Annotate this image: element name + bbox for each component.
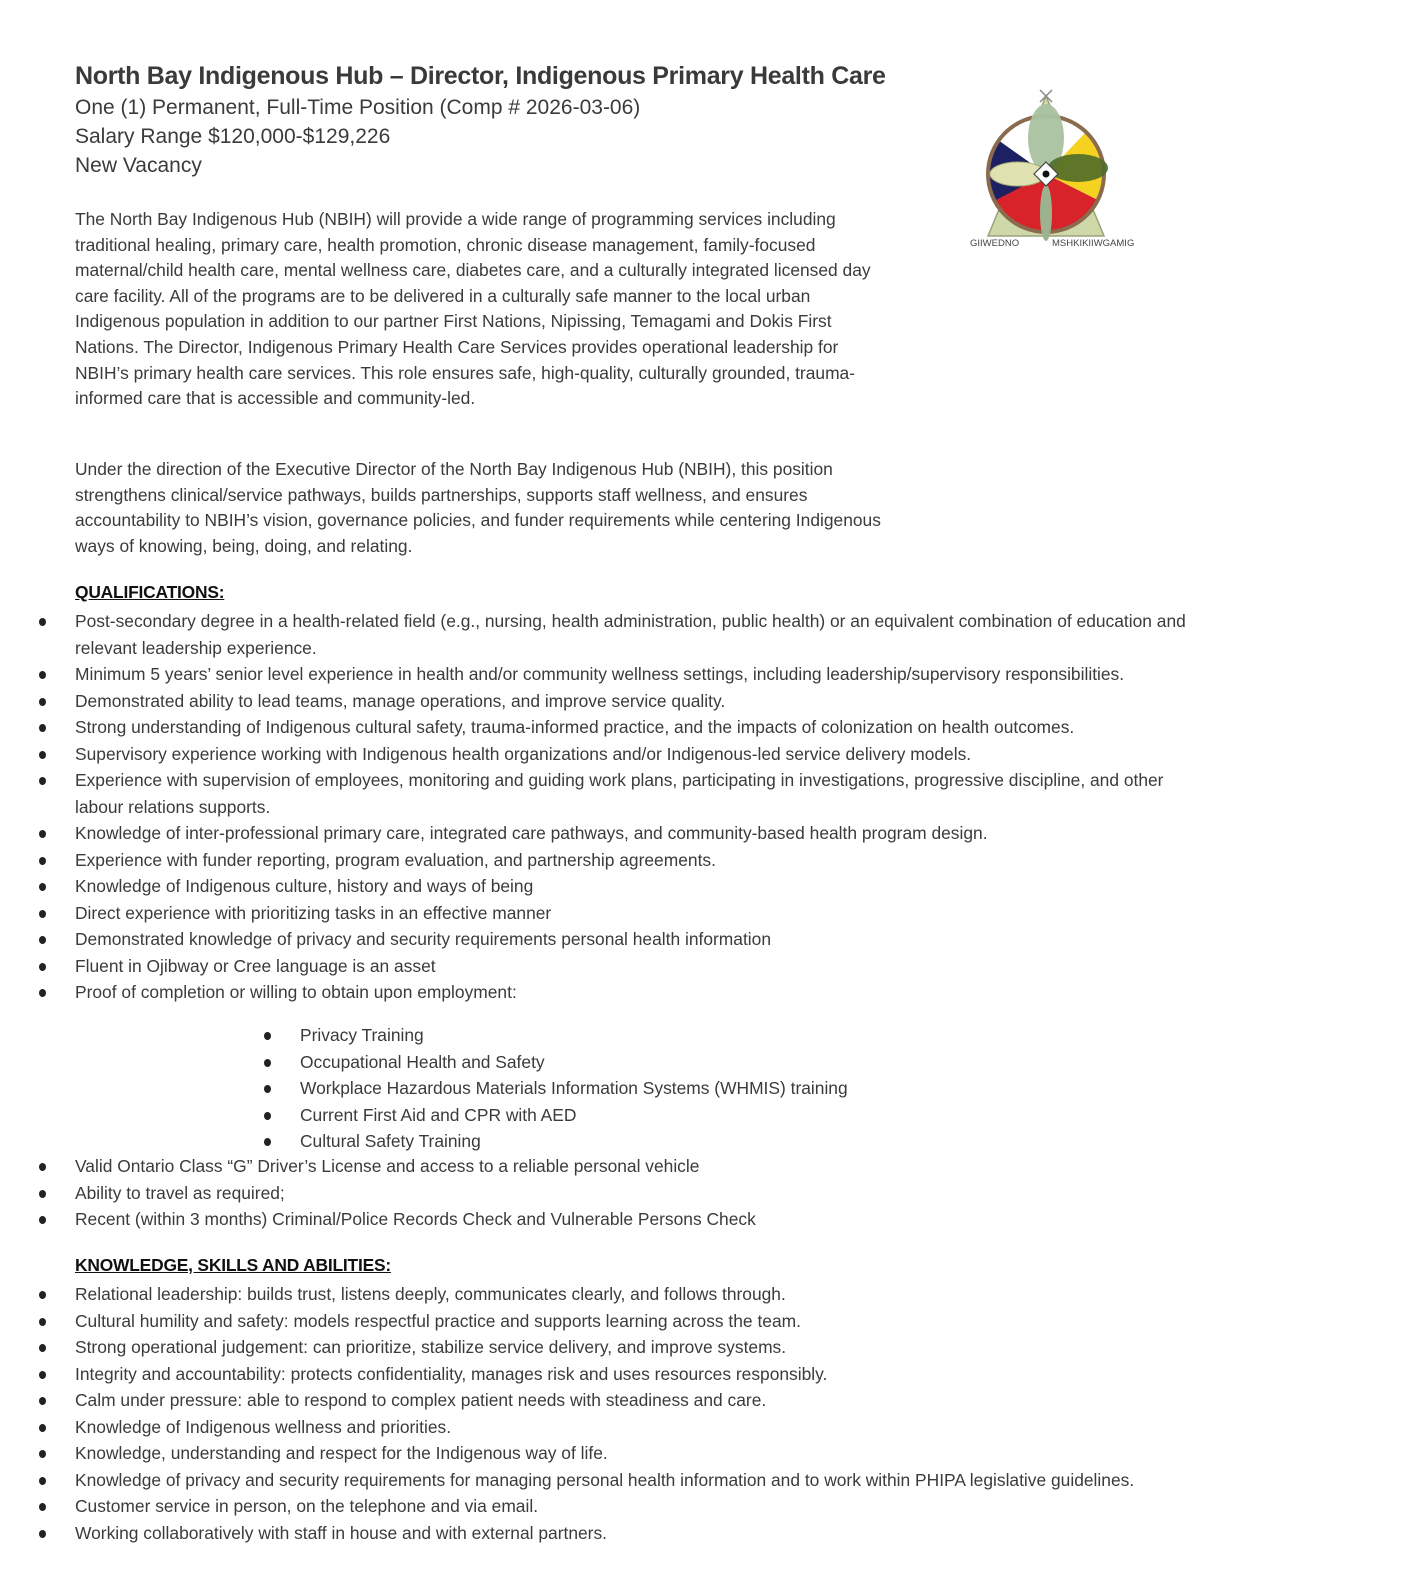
bullet-icon: [264, 1138, 271, 1146]
ksa-list: [0, 1281, 1230, 1546]
bullet-icon: [39, 671, 46, 679]
list-item: Direct experience with prioritizing tasks in an effective manner: [0, 900, 1195, 927]
bullet-icon: [264, 1032, 271, 1040]
sub-list-item: Workplace Hazardous Materials Information Systems (WHMIS) training: [0, 1075, 1420, 1102]
qualifications-list: [0, 608, 1230, 1006]
qualifications-heading: QUALIFICATIONS:: [75, 582, 225, 602]
logo-text-right: MSHKIKIIWGAMIG: [1052, 238, 1135, 249]
position-type: One (1) Permanent, Full-Time Position (Comp # 2026-03-06): [75, 96, 641, 119]
bullet-icon: [39, 1318, 46, 1326]
bullet-icon: [39, 989, 46, 997]
list-item: Minimum 5 years’ senior level experience in health and/or community wellness settings, including leadership/supervisory responsibilities.: [0, 661, 1195, 688]
bullet-icon: [39, 751, 46, 759]
bullet-icon: [39, 1216, 46, 1224]
list-item: Calm under pressure: able to respond to complex patient needs with steadiness and care.: [0, 1387, 1195, 1414]
list-item: Experience with funder reporting, program evaluation, and partnership agreements.: [0, 847, 1195, 874]
bullet-icon: [39, 618, 46, 626]
bullet-icon: [264, 1059, 271, 1067]
bullet-icon: [39, 1344, 46, 1352]
medicine-wheel-icon: [970, 88, 1178, 263]
bullet-icon: [39, 1477, 46, 1485]
bullet-icon: [39, 1163, 46, 1171]
job-title: North Bay Indigenous Hub – Director, Indigenous Primary Health Care: [75, 62, 886, 90]
list-item: Strong operational judgement: can prioritize, stabilize service delivery, and improve systems.: [0, 1334, 1195, 1361]
list-item: Recent (within 3 months) Criminal/Police Records Check and Vulnerable Persons Check: [0, 1206, 1195, 1233]
ksa-heading: KNOWLEDGE, SKILLS AND ABILITIES:: [75, 1255, 391, 1275]
bullet-icon: [39, 883, 46, 891]
list-item: Knowledge of inter-professional primary care, integrated care pathways, and community-based health program design.: [0, 820, 1195, 847]
bullet-icon: [39, 1291, 46, 1299]
bullet-icon: [39, 1190, 46, 1198]
organization-logo: [970, 88, 1178, 263]
bullet-icon: [39, 1503, 46, 1511]
bullet-icon: [39, 830, 46, 838]
bullet-icon: [39, 698, 46, 706]
bullet-icon: [264, 1112, 271, 1120]
list-item: Working collaboratively with staff in house and with external partners.: [0, 1520, 1195, 1547]
sub-list-item: Current First Aid and CPR with AED: [0, 1102, 1420, 1129]
bullet-icon: [39, 1397, 46, 1405]
bullet-icon: [39, 724, 46, 732]
training-sublist: [0, 1022, 1230, 1155]
bullet-icon: [39, 1371, 46, 1379]
sub-list-item: Cultural Safety Training: [0, 1128, 1420, 1155]
list-item: Experience with supervision of employees, monitoring and guiding work plans, participating in investigations, progressive discipline, and other labour relations supports.: [0, 767, 1195, 820]
list-item: Knowledge of Indigenous wellness and priorities.: [0, 1414, 1195, 1441]
sub-list-item: Occupational Health and Safety: [0, 1049, 1420, 1076]
reporting-paragraph: Under the direction of the Executive Director of the North Bay Indigenous Hub (NBIH), this position strengthens clinical/service pathways, builds partnerships, supports staff wellness, and ensures accountability to NBIH’s vision, governance policies, and funder requirements while centering Indigenous ways of knowing, being, doing, and relating.: [75, 459, 881, 556]
bullet-icon: [39, 1530, 46, 1538]
salary-range: Salary Range $120,000-$129,226: [75, 125, 391, 148]
list-item: Knowledge, understanding and respect for the Indigenous way of life.: [0, 1440, 1195, 1467]
list-item: Valid Ontario Class “G” Driver’s License and access to a reliable personal vehicle: [0, 1153, 1195, 1180]
bullet-icon: [39, 936, 46, 944]
list-item: Fluent in Ojibway or Cree language is an asset: [0, 953, 1195, 980]
list-item: Post-secondary degree in a health-related field (e.g., nursing, health administration, public health) or an equivalent combination of education and relevant leadership experience.: [0, 608, 1195, 661]
list-item: Relational leadership: builds trust, listens deeply, communicates clearly, and follows through.: [0, 1281, 1195, 1308]
bullet-icon: [39, 1450, 46, 1458]
bullet-icon: [39, 910, 46, 918]
list-item: Proof of completion or willing to obtain upon employment:: [0, 979, 1195, 1006]
list-item: Supervisory experience working with Indigenous health organizations and/or Indigenous-led service delivery models.: [0, 741, 1195, 768]
logo-text-left: GIIWEDNO: [970, 238, 1020, 249]
bullet-icon: [39, 963, 46, 971]
vacancy-status: New Vacancy: [75, 154, 202, 177]
sub-list-item: Privacy Training: [0, 1022, 1420, 1049]
list-item: Knowledge of privacy and security requirements for managing personal health information and to work within PHIPA legislative guidelines.: [0, 1467, 1195, 1494]
bullet-icon: [264, 1085, 271, 1093]
list-item: Demonstrated ability to lead teams, manage operations, and improve service quality.: [0, 688, 1195, 715]
list-item: Cultural humility and safety: models respectful practice and supports learning across the team.: [0, 1308, 1195, 1335]
bullet-icon: [39, 1424, 46, 1432]
list-item: Strong understanding of Indigenous cultural safety, trauma-informed practice, and the impacts of colonization on health outcomes.: [0, 714, 1195, 741]
bullet-icon: [39, 777, 46, 785]
bullet-icon: [39, 857, 46, 865]
list-item: Knowledge of Indigenous culture, history and ways of being: [0, 873, 1195, 900]
list-item: Demonstrated knowledge of privacy and security requirements personal health information: [0, 926, 1195, 953]
intro-paragraph: The North Bay Indigenous Hub (NBIH) will provide a wide range of programming services including traditional healing, primary care, health promotion, chronic disease management, family-focused maternal/child health care, mental wellness care, diabetes care, and a culturally integrated licensed day care facility. All of the programs are to be delivered in a culturally safe manner to the local urban Indigenous population in addition to our partner First Nations, Nipissing, Temagami and Dokis First Nations. The Director, Indigenous Primary Health Care Services provides operational leadership for NBIH’s primary health care services. This role ensures safe, high-quality, culturally grounded, trauma-informed care that is accessible and community-led.: [75, 209, 871, 409]
list-item: Ability to travel as required;: [0, 1180, 1195, 1207]
list-item: Integrity and accountability: protects confidentiality, manages risk and uses resources responsibly.: [0, 1361, 1195, 1388]
qualifications-list-continued: [0, 1153, 1230, 1233]
list-item: Customer service in person, on the telephone and via email.: [0, 1493, 1195, 1520]
